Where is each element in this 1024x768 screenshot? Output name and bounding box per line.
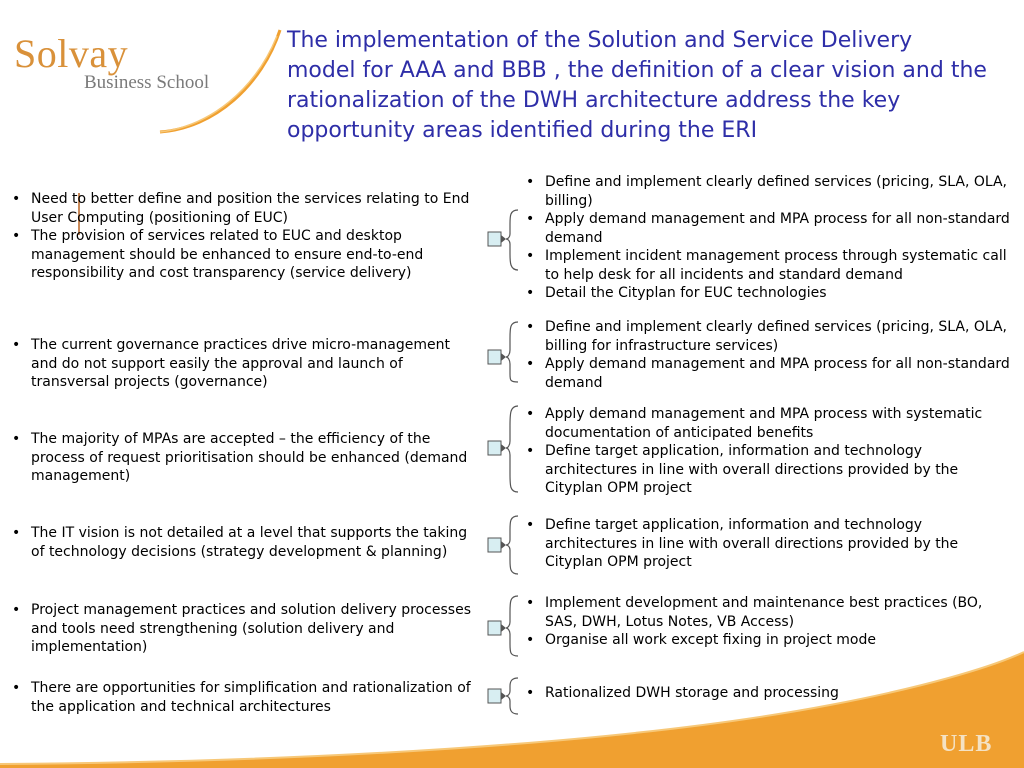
action-item: • Rationalized DWH storage and processing <box>524 684 1014 703</box>
issue-item: • Need to better define and position the services relating to End User Computing (positioning of EUC) <box>10 190 480 227</box>
issue-item: • There are opportunities for simplification and rationalization of the application and technical architectures <box>10 679 480 716</box>
action-item: • Apply demand management and MPA process for all non-standard demand <box>524 355 1014 392</box>
logo-name: Solvay <box>14 31 129 76</box>
action-item: • Apply demand management and MPA process for all non-standard demand <box>524 210 1014 247</box>
action-item: • Detail the Cityplan for EUC technologies <box>524 284 1014 303</box>
issue-item: • The IT vision is not detailed at a level that supports the taking of technology decisions (strategy development & planning) <box>10 524 480 561</box>
action-item: • Define and implement clearly defined services (pricing, SLA, OLA, billing for infrastructure services) <box>524 318 1014 355</box>
action-item: • Organise all work except fixing in project mode <box>524 631 1014 650</box>
action-item: • Define target application, information and technology architectures in line with overall directions provided by the Cityplan OPM project <box>524 516 1014 572</box>
issue-item: • The provision of services related to EUC and desktop management should be enhanced to ensure end-to-end responsibility and cost transparency (service delivery) <box>10 227 480 283</box>
action-item: • Define and implement clearly defined services (pricing, SLA, OLA, billing) <box>524 173 1014 210</box>
issue-item: • Project management practices and solution delivery processes and tools need strengthening (solution delivery and implementation) <box>10 601 480 657</box>
ulb-logo: ULB <box>940 731 993 757</box>
action-item: • Implement development and maintenance best practices (BO, SAS, DWH, Lotus Notes, VB Access) <box>524 594 1014 631</box>
action-item: • Implement incident management process through systematic call to help desk for all incidents and standard demand <box>524 247 1014 284</box>
logo-subtitle: Business School <box>84 72 210 93</box>
issue-item: • The majority of MPAs are accepted – the efficiency of the process of request prioritisation should be enhanced (demand management) <box>10 430 480 486</box>
action-item: • Define target application, information and technology architectures in line with overall directions provided by the Cityplan OPM project <box>524 442 1014 498</box>
action-item: • Apply demand management and MPA process with systematic documentation of anticipated benefits <box>524 405 1014 442</box>
slide-title: The implementation of the Solution and Service Delivery model for AAA and BBB , the definition of a clear vision and the rationalization of the DWH architecture address the key opportunity areas identified during the ERI <box>287 28 987 143</box>
issue-item: • The current governance practices drive micro-management and do not support easily the approval and launch of transversal projects (governance) <box>10 336 480 392</box>
